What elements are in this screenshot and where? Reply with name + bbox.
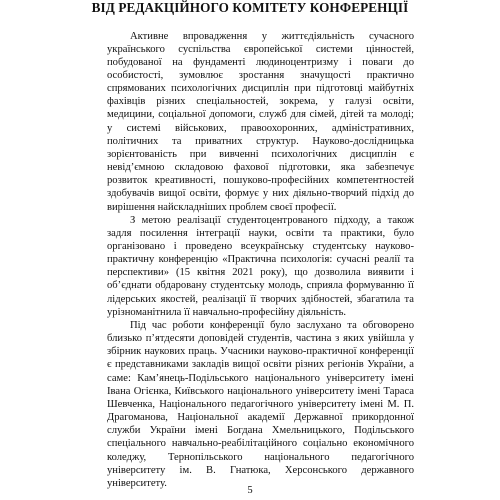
page-number: 5 bbox=[247, 485, 253, 496]
paragraph-intro: Активне впровадження у життєдіяльність сучасного українського суспільства європейської системи цінностей, побудованої на фундаменті людиноцентризму і поваги до особистості, зумовлює зростання значущості практично спрямованих психологічних дисциплін при підготовці майбутніх фахівців різних спеціальностей, зокрема, у галузі освіти, медицини, соціальної допомоги, служб для сімей, дітей та молоді; у системі військових, правоохоронних, адміністративних, політичних та приватних структур. Науково-дослідницька зорієнтованість при вивченні психологічних дисциплін є невід’ємною складовою фахової підготовки, яка забезпечує розвиток креативності, пошуково-професійних компетентностей здобувачів вищої освіти, формує у них діяльно-творчий підхід до вирішення найскладніших проблем своєї професії. bbox=[107, 30, 414, 213]
body-text bbox=[107, 30, 414, 490]
paragraph-participants: Під час роботи конференції було заслухано та обговорено близько п’ятдесяти доповідей студентів, частина з яких увійшла у збірник наукових праць. Учасники науково-практичної конференції є представниками закладів вищої освіти різних регіонів України, а саме: Кам’янець-Подільського національного університету імені Івана Огієнка, Київського національного університету імені Тараса Шевченка, Національного педагогічного університету імені М. П. Драгоманова, Національної академії Державної прикордонної служби України імені Богдана Хмельницького, Подільського спеціального навчально-реабілітаційного соціально економічного коледжу, Тернопільського національного педагогічного університету ім. В. Гнатюка, Херсонського державного університету. bbox=[107, 319, 414, 489]
paragraph-conference: З метою реалізації студентоцентрованого підходу, а також задля посилення інтеграції науки, освіти та практики, було організовано і проведено всеукраїнську студентську науково-практичну конференцію «Практична психологія: сучасні реалії та перспективи» (15 квітня 2021 року), що дозволила виявити і об’єднати обдаровану студентську молодь, сприяла формуванню її лідерських якостей, реалізації її творчих здібностей, збагатила та урізноманітнила її навчально-професійну діяльність. bbox=[107, 214, 414, 318]
page-heading: ВІД РЕДАКЦІЙНОГО КОМІТЕТУ КОНФЕРЕНЦІЇ bbox=[91, 0, 409, 15]
